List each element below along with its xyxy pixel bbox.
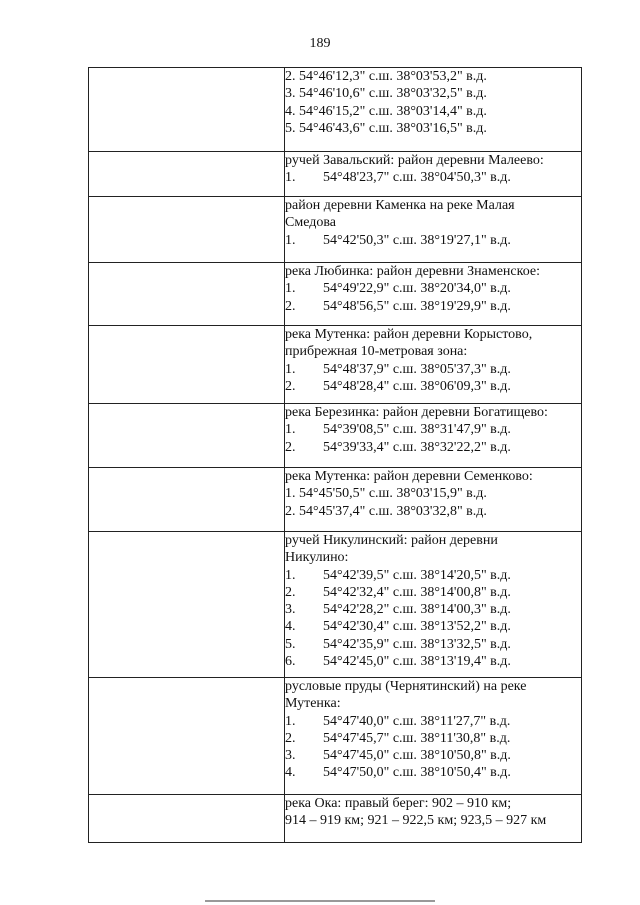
point-coordinates: 54°47'45,7" с.ш. 38°11'30,8" в.д.: [323, 730, 511, 746]
coordinate-point: [285, 421, 581, 438]
point-coordinates: 54°42'28,2" с.ш. 38°14'00,3" в.д.: [323, 602, 511, 618]
coordinate-point: [285, 713, 581, 730]
location-description-cell: [285, 795, 582, 843]
location-description-cell: [285, 152, 582, 197]
location-description-cell: [285, 468, 582, 532]
coordinate-point: [285, 439, 581, 456]
table-row: [89, 152, 582, 197]
location-heading-line: река Мутенка: район деревни Корыстово,: [285, 327, 533, 342]
point-number: 4.: [285, 619, 296, 635]
location-heading-line: река Ока: правый берег: 902 – 910 км;: [285, 796, 512, 811]
coordinate-point: [285, 298, 581, 315]
location-heading-line: 914 – 919 км; 921 – 922,5 км; 923,5 – 927 км: [285, 813, 547, 829]
point-number: 1.: [285, 361, 296, 377]
point-number: 4.: [285, 765, 296, 781]
location-heading-line: река Мутенка: район деревни Семенково:: [285, 469, 533, 484]
location-description-cell: [285, 68, 582, 152]
coordinate-point: 4. 54°46'15,2" с.ш. 38°03'14,4" в.д.: [285, 103, 487, 119]
point-coordinates: 54°39'08,5" с.ш. 38°31'47,9" в.д.: [323, 422, 511, 438]
location-heading-line: Смедова: [285, 215, 336, 231]
coordinate-point: 2. 54°45'37,4" с.ш. 38°03'32,8" в.д.: [285, 503, 487, 519]
left-cell-empty: [89, 795, 285, 843]
left-cell-empty: [89, 532, 285, 678]
point-coordinates: 54°48'56,5" с.ш. 38°19'29,9" в.д.: [323, 298, 511, 314]
table-row: [89, 678, 582, 795]
point-number: 2.: [285, 298, 296, 314]
left-cell-empty: [89, 326, 285, 404]
point-coordinates: 54°42'35,9" с.ш. 38°13'32,5" в.д.: [323, 636, 511, 652]
point-number: 3.: [285, 748, 296, 764]
point-coordinates: 54°39'33,4" с.ш. 38°32'22,2" в.д.: [323, 439, 511, 455]
left-cell-empty: [89, 152, 285, 197]
table-row: [89, 326, 582, 404]
table-row: [89, 404, 582, 468]
location-description-cell: [285, 263, 582, 326]
coordinate-point: [285, 361, 581, 378]
location-heading-line: река Любинка: район деревни Знаменское:: [285, 264, 540, 279]
coordinate-point: [285, 764, 581, 781]
point-number: 5.: [285, 636, 296, 652]
point-coordinates: 54°42'30,4" с.ш. 38°13'52,2" в.д.: [323, 619, 511, 635]
point-coordinates: 54°49'22,9" с.ш. 38°20'34,0" в.д.: [323, 281, 511, 297]
coordinate-point: [285, 378, 581, 395]
point-number: 2.: [285, 584, 296, 600]
coordinate-point: [285, 567, 581, 584]
location-heading-line: ручей Никулинский: район деревни: [285, 533, 498, 548]
point-number: 1.: [285, 422, 296, 438]
location-heading-line: русловые пруды (Чернятинский) на реке: [285, 679, 527, 694]
page-bottom-rule: [205, 900, 435, 902]
point-number: 1.: [285, 170, 296, 186]
point-number: 3.: [285, 602, 296, 618]
location-description-cell: [285, 326, 582, 404]
location-heading-line: река Березинка: район деревни Богатищево:: [285, 405, 548, 420]
point-coordinates: 54°47'40,0" с.ш. 38°11'27,7" в.д.: [323, 713, 511, 729]
point-coordinates: 54°47'45,0" с.ш. 38°10'50,8" в.д.: [323, 748, 511, 764]
left-cell-empty: [89, 263, 285, 326]
document-table: [88, 67, 582, 843]
coordinate-point: [285, 584, 581, 601]
coordinate-point: [285, 618, 581, 635]
table-row: [89, 468, 582, 532]
table-row: [89, 197, 582, 263]
table-row: [89, 68, 582, 152]
location-heading-line: район деревни Каменка на реке Малая: [285, 198, 515, 213]
point-number: 1.: [285, 567, 296, 583]
left-cell-empty: [89, 678, 285, 795]
location-description-cell: [285, 197, 582, 263]
point-coordinates: 54°48'28,4" с.ш. 38°06'09,3" в.д.: [323, 378, 511, 394]
point-coordinates: 54°42'32,4" с.ш. 38°14'00,8" в.д.: [323, 584, 511, 600]
coordinate-point: 2. 54°46'12,3" с.ш. 38°03'53,2" в.д.: [285, 69, 487, 84]
point-coordinates: 54°47'50,0" с.ш. 38°10'50,4" в.д.: [323, 765, 511, 781]
coordinate-point: [285, 601, 581, 618]
coordinate-point: [285, 232, 581, 249]
point-coordinates: 54°48'23,7" с.ш. 38°04'50,3" в.д.: [323, 170, 511, 186]
point-coordinates: 54°48'37,9" с.ш. 38°05'37,3" в.д.: [323, 361, 511, 377]
page-number: 189: [309, 36, 331, 51]
location-heading-line: Мутенка:: [285, 696, 341, 712]
point-number: 2.: [285, 378, 296, 394]
location-heading-line: ручей Завальский: район деревни Малеево:: [285, 153, 544, 168]
point-number: 6.: [285, 654, 296, 670]
table-row: [89, 263, 582, 326]
coordinate-point: [285, 636, 581, 653]
left-cell-empty: [89, 68, 285, 152]
coordinate-point: [285, 653, 581, 670]
coordinate-point: 5. 54°46'43,6" с.ш. 38°03'16,5" в.д.: [285, 120, 487, 136]
location-description-cell: [285, 678, 582, 795]
coordinate-point: [285, 280, 581, 297]
location-heading-line: Никулино:: [285, 550, 349, 566]
point-coordinates: 54°42'50,3" с.ш. 38°19'27,1" в.д.: [323, 232, 511, 248]
coordinate-point: 3. 54°46'10,6" с.ш. 38°03'32,5" в.д.: [285, 86, 487, 102]
coordinate-point: 1. 54°45'50,5" с.ш. 38°03'15,9" в.д.: [285, 486, 487, 502]
point-number: 2.: [285, 439, 296, 455]
point-number: 1.: [285, 713, 296, 729]
left-cell-empty: [89, 468, 285, 532]
point-coordinates: 54°42'45,0" с.ш. 38°13'19,4" в.д.: [323, 654, 511, 670]
location-description-cell: [285, 532, 582, 678]
location-heading-line: прибрежная 10-метровая зона:: [285, 344, 468, 360]
coordinate-point: [285, 730, 581, 747]
coordinate-point: [285, 169, 581, 186]
point-number: 2.: [285, 730, 296, 746]
table-body: [89, 68, 582, 843]
left-cell-empty: [89, 197, 285, 263]
point-number: 1.: [285, 232, 296, 248]
coordinate-point: [285, 747, 581, 764]
table-row: [89, 795, 582, 843]
table-row: [89, 532, 582, 678]
location-description-cell: [285, 404, 582, 468]
left-cell-empty: [89, 404, 285, 468]
point-coordinates: 54°42'39,5" с.ш. 38°14'20,5" в.д.: [323, 567, 511, 583]
point-number: 1.: [285, 281, 296, 297]
